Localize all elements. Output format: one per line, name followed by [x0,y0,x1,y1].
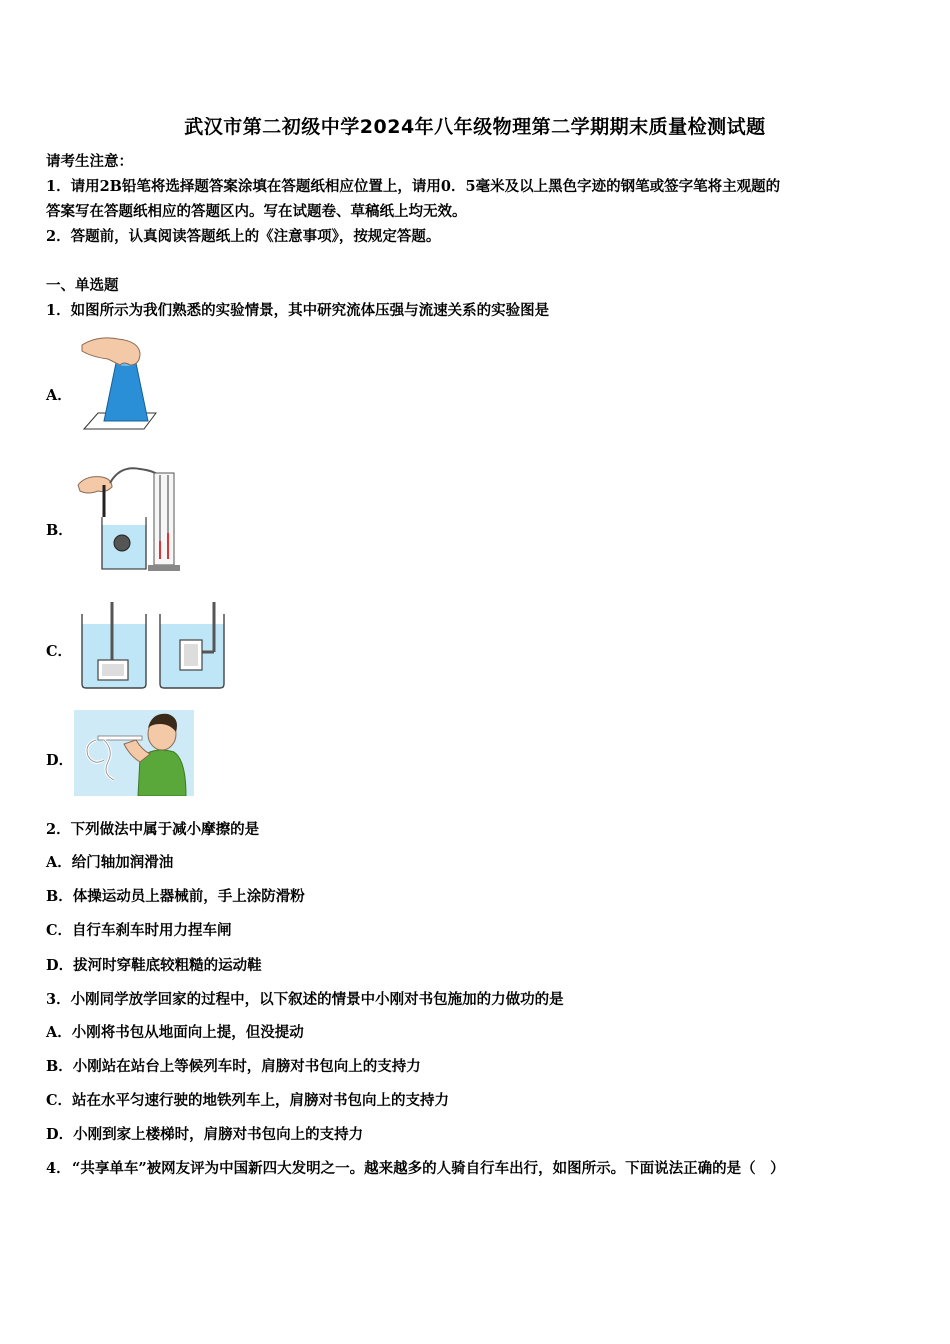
q1-option-d-label: D． [46,752,74,769]
q3-option-c: C．站在水平匀速行驶的地铁列车上，肩膀对书包向上的支持力 [46,1092,450,1109]
q1-option-b-figure [76,463,180,573]
question-4-number: 4． [46,1160,71,1177]
q1-option-a-figure [78,335,160,435]
section-heading: 一、单选题 [46,277,119,294]
q3-option-d: D．小刚到家上楼梯时，肩膀对书包向上的支持力 [46,1126,364,1143]
q1-option-a-label: A． [46,387,72,404]
question-1-stem: 1．如图所示为我们熟悉的实验情景，其中研究流体压强与流速关系的实验图是 [46,302,550,319]
notice-item-1-line-1: 1．请用2B铅笔将选择题答案涂填在答题纸相应位置上，请用0．5毫米及以上黑色字迹的钢笔或签字笔将主观题的 [46,178,781,195]
question-2-stem: 2．下列做法中属于减小摩擦的是 [46,821,260,838]
q2-option-a: A．给门轴加润滑油 [46,854,174,871]
q3-option-a: A．小刚将书包从地面向上提，但没提动 [46,1024,304,1041]
q1-option-d-figure [74,710,194,796]
notice-item-1-line-2: 答案写在答题纸相应的答题区内。写在试题卷、草稿纸上均无效。 [46,203,467,220]
question-4-stem: “共享单车”被网友评为中国新四大发明之一。越来越多的人骑自行车出行，如图所示。下面说法正确的是（ ） [72,1160,785,1177]
q3-option-b: B．小刚站在站台上等候列车时，肩膀对书包向上的支持力 [46,1058,421,1075]
q1-option-c-figure [78,600,230,692]
q2-option-b: B．体操运动员上器械前，手上涂防滑粉 [46,888,305,905]
notice-item-2: 2．答题前，认真阅读答题纸上的《注意事项》，按规定答题。 [46,228,441,245]
q1-option-c-label: C． [46,643,73,660]
q1-option-b-label: B． [46,522,73,539]
q2-option-d: D．拔河时穿鞋底较粗糙的运动鞋 [46,957,262,974]
q2-option-c: C．自行车刹车时用力捏车闸 [46,922,232,939]
notice-heading: 请考生注意： [46,153,133,170]
question-3-stem: 3．小刚同学放学回家的过程中，以下叙述的情景中小刚对书包施加的力做功的是 [46,991,564,1008]
exam-title: 武汉市第二初级中学2024年八年级物理第二学期期末质量检测试题 [184,116,766,138]
